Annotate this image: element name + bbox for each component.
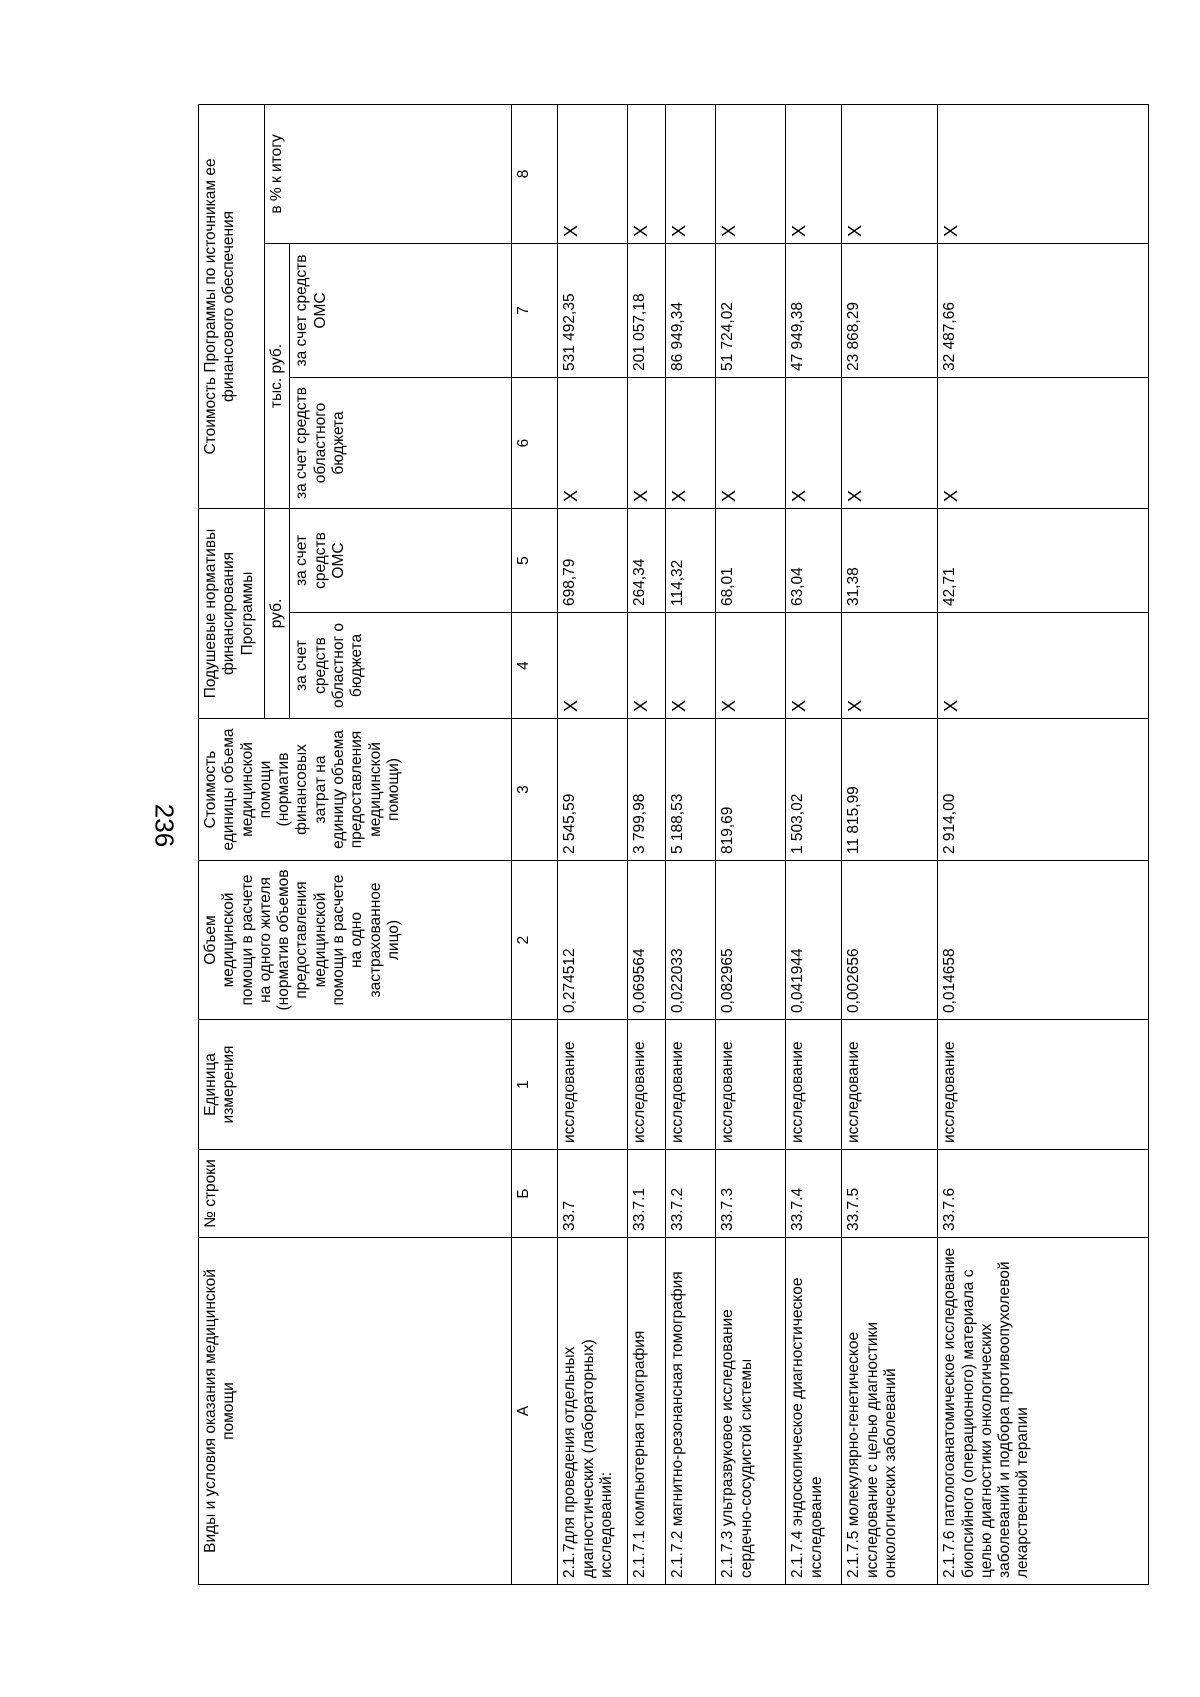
row-percent: X [628, 104, 666, 243]
header-col-1: Единица измерения [199, 1020, 512, 1150]
row-per-capita-budget: X [716, 613, 786, 719]
index-cell: А [512, 1238, 558, 1585]
rotated-table [198, 105, 1143, 1585]
row-unit: исследование [842, 1020, 938, 1150]
row-unit: исследование [628, 1020, 666, 1150]
table-container [198, 105, 1143, 1585]
row-cost-budget: X [628, 378, 666, 509]
header-col-3: Стоимость единицы объема медицинской помощи (норматив финансовых затрат на единицу объема предоставления медицинской помощи) [199, 719, 512, 861]
index-cell: 7 [512, 244, 558, 378]
row-cost-budget: X [716, 378, 786, 509]
row-per-capita-budget: X [938, 613, 1149, 719]
row-line: 33.7.1 [628, 1150, 666, 1238]
header-unit-thousand-rub: тыс. руб. [265, 244, 290, 509]
row-name: 2.1.7.2 магнитно-резонансная томография [666, 1238, 716, 1585]
row-cost-budget: X [938, 378, 1149, 509]
row-per-capita-oms: 114,32 [666, 509, 716, 613]
header-col-2: Объем медицинской помощи в расчете на одного жителя (норматив объемов предоставления медицинской помощи в расчете на одно застрахованное лицо) [199, 861, 512, 1020]
row-line: 33.7 [558, 1150, 628, 1238]
index-cell: Б [512, 1150, 558, 1238]
row-unit-cost: 2 914,00 [938, 719, 1149, 861]
row-name: 2.1.7.6 патологоанатомическое исследование биопсийного (операционного) материала с целью диагностики онкологических заболеваний и подбора противоопухолевой лекарственной терапии [938, 1238, 1149, 1585]
header-col-5: за счет средств ОМС [290, 509, 512, 613]
row-cost-oms: 531 492,35 [558, 244, 628, 378]
row-per-capita-oms: 698,79 [558, 509, 628, 613]
row-name: 2.1.7.1 компьютерная томография [628, 1238, 666, 1585]
financing-table [198, 104, 1149, 1585]
row-cost-oms: 32 487,66 [938, 244, 1149, 378]
row-unit: исследование [716, 1020, 786, 1150]
page-number: 236 [149, 803, 180, 848]
row-volume: 0,002656 [842, 861, 938, 1020]
row-percent: X [666, 104, 716, 243]
row-unit-cost: 1 503,02 [786, 719, 842, 861]
header-col-8: в % к итогу [265, 104, 512, 243]
header-col-6: за счет средств областного бюджета [290, 378, 512, 509]
index-cell: 1 [512, 1020, 558, 1150]
row-unit: исследование [786, 1020, 842, 1150]
row-cost-budget: X [786, 378, 842, 509]
table-row [558, 104, 628, 1584]
table-row [786, 104, 842, 1584]
row-per-capita-budget: X [842, 613, 938, 719]
header-unit-rub: руб. [265, 509, 290, 719]
index-cell: 6 [512, 378, 558, 509]
row-percent: X [558, 104, 628, 243]
index-cell: 3 [512, 719, 558, 861]
row-per-capita-oms: 42,71 [938, 509, 1149, 613]
row-percent: X [842, 104, 938, 243]
row-line: 33.7.6 [938, 1150, 1149, 1238]
row-per-capita-budget: X [786, 613, 842, 719]
row-unit-cost: 5 188,53 [666, 719, 716, 861]
row-line: 33.7.4 [786, 1150, 842, 1238]
index-cell: 8 [512, 104, 558, 243]
row-name: 2.1.7.4 эндоскопическое диагностическое исследование [786, 1238, 842, 1585]
row-volume: 0,082965 [716, 861, 786, 1020]
table-row [628, 104, 666, 1584]
row-per-capita-oms: 264,34 [628, 509, 666, 613]
row-unit-cost: 11 815,99 [842, 719, 938, 861]
row-line: 33.7.2 [666, 1150, 716, 1238]
row-unit: исследование [666, 1020, 716, 1150]
row-cost-oms: 86 949,34 [666, 244, 716, 378]
row-unit-cost: 3 799,98 [628, 719, 666, 861]
row-name: 2.1.7.5 молекулярно-генетическое исследование с целью диагностики онкологических заболеваний [842, 1238, 938, 1585]
row-percent: X [938, 104, 1149, 243]
table-row [716, 104, 786, 1584]
row-volume: 0,022033 [666, 861, 716, 1020]
row-cost-budget: X [842, 378, 938, 509]
row-per-capita-budget: X [666, 613, 716, 719]
header-group-cost: Стоимость Программы по источникам ее финансового обеспечения [199, 104, 265, 508]
row-volume: 0,014658 [938, 861, 1149, 1020]
row-name: 2.1.7.3 ультразвуковое исследование сердечно-сосудистой системы [716, 1238, 786, 1585]
row-line: 33.7.3 [716, 1150, 786, 1238]
header-col-b: № строки [199, 1150, 512, 1238]
header-group-normatives: Подушевые нормативы финансирования Программы [199, 509, 265, 719]
row-unit: исследование [558, 1020, 628, 1150]
header-col-4: за счет средств областног о бюджета [290, 613, 512, 719]
row-unit-cost: 819,69 [716, 719, 786, 861]
row-cost-budget: X [666, 378, 716, 509]
index-cell: 2 [512, 861, 558, 1020]
row-cost-oms: 51 724,02 [716, 244, 786, 378]
row-line: 33.7.5 [842, 1150, 938, 1238]
index-cell: 5 [512, 509, 558, 613]
row-volume: 0,274512 [558, 861, 628, 1020]
column-index-row [512, 104, 558, 1584]
table-row [938, 104, 1149, 1584]
row-per-capita-oms: 31,38 [842, 509, 938, 613]
row-unit-cost: 2 545,59 [558, 719, 628, 861]
row-volume: 0,069564 [628, 861, 666, 1020]
row-percent: X [716, 104, 786, 243]
row-unit: исследование [938, 1020, 1149, 1150]
row-volume: 0,041944 [786, 861, 842, 1020]
header-col-7: за счет средств ОМС [290, 244, 512, 378]
row-cost-oms: 201 057,18 [628, 244, 666, 378]
row-name: 2.1.7для проведения отдельных диагностических (лабораторных) исследований: [558, 1238, 628, 1585]
table-row [842, 104, 938, 1584]
row-percent: X [786, 104, 842, 243]
row-per-capita-oms: 63,04 [786, 509, 842, 613]
row-cost-budget: X [558, 378, 628, 509]
row-per-capita-oms: 68,01 [716, 509, 786, 613]
index-cell: 4 [512, 613, 558, 719]
row-per-capita-budget: X [558, 613, 628, 719]
row-cost-oms: 47 949,38 [786, 244, 842, 378]
row-per-capita-budget: X [628, 613, 666, 719]
table-row [666, 104, 716, 1584]
row-cost-oms: 23 868,29 [842, 244, 938, 378]
header-col-a: Виды и условия оказания медицинской помощи [199, 1238, 512, 1585]
